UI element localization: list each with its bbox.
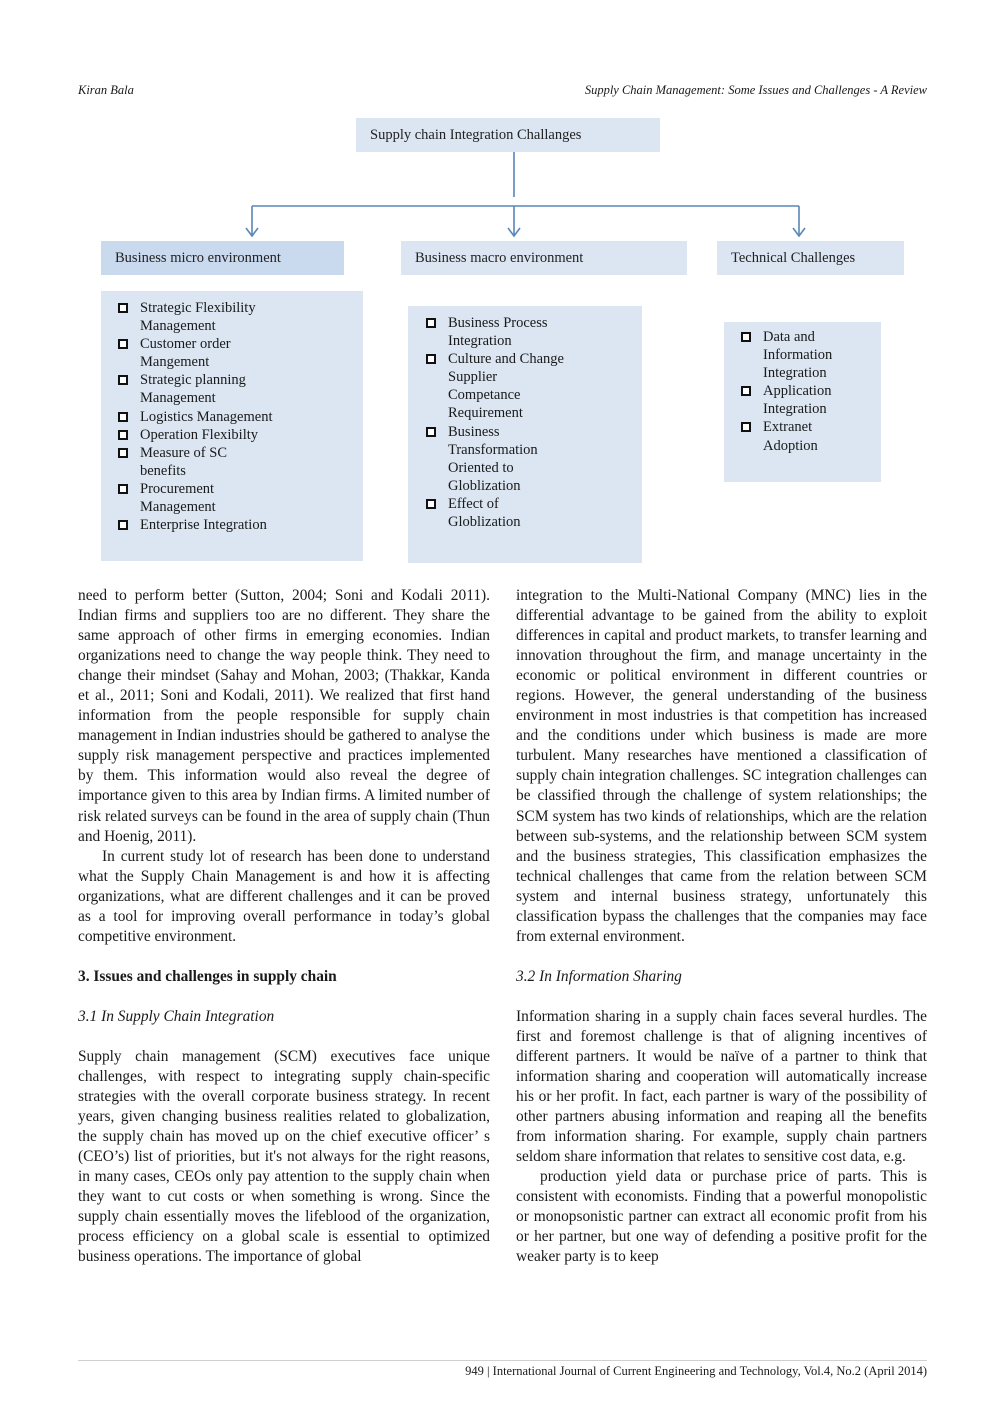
micro-environment-list bbox=[101, 291, 363, 561]
list-item: Business Process Integration bbox=[426, 314, 588, 350]
paragraph: need to perform better (Sutton, 2004; Soni and Kodali 2011). Indian firms and suppliers too are no different. They share the same approach of other firms in emerging economies. Indian organizations need to change the way people think. They need to change their mindset (Sahay and Mohan, 2003; (Thakkar, Kanda et al., 2011; Soni and Kodali, 2011). We realized that first hand information from the people responsible for supply chain management in Indian industries should be gathered to analyse the supply risk management perspective and practices implemented by them. This information would also reveal the degree of importance given to this area by Indian firms. A limited number of risk related surveys can be found in the area of supply chain (Thun and Hoenig, 2011). bbox=[78, 587, 490, 845]
list-item: Culture and Change Supplier Competance Requirement bbox=[426, 350, 566, 422]
list-item: Business Transformation Oriented to Globlization bbox=[426, 423, 566, 495]
technical-challenges-list bbox=[724, 322, 881, 482]
list-item: Strategic Flexibility Management bbox=[118, 299, 290, 335]
list-item: Logistics Management bbox=[118, 408, 290, 426]
running-header-title: Supply Chain Management: Some Issues and Challenges - A Review bbox=[584, 83, 927, 97]
paragraph: In current study lot of research has been done to understand what the Supply Chain Management is and how it is affecting organizations, what are different challenges and it can be proved as a tool for improving overall performance in today’s global competitive environment. bbox=[78, 847, 490, 945]
list-item: Procurement Management bbox=[118, 480, 245, 516]
running-header-author: Kiran Bala bbox=[78, 83, 134, 97]
subsection-heading: 3.1 In Supply Chain Integration bbox=[78, 1007, 275, 1025]
footer-rule bbox=[78, 1360, 927, 1361]
list-item: Operation Flexibilty bbox=[118, 426, 290, 444]
list-item: Effect of Globlization bbox=[426, 495, 548, 531]
page-footer: 949 | International Journal of Current Engineering and Technology, Vol.4, No.2 (April 2014) bbox=[465, 1364, 927, 1378]
list-item: Enterprise Integration bbox=[118, 516, 340, 534]
category-macro-environment: Business macro environment bbox=[401, 241, 687, 275]
section-heading: 3. Issues and challenges in supply chain bbox=[78, 967, 337, 985]
right-column bbox=[516, 586, 927, 1268]
paragraph: production yield data or purchase price of parts. This is consistent with economists. Finding that a powerful monopolistic or monopsonistic partner can extract all economic profit from his or her partner, but one way of defending a positive profit for the weaker party is to keep bbox=[516, 1168, 927, 1266]
list-item: Data and Information Integration bbox=[741, 328, 868, 382]
list-item: Application Integration bbox=[741, 382, 868, 418]
paragraph: Information sharing in a supply chain faces several hurdles. The first and foremost challenge is that of aligning incentives of different partners. It would be naïve of a partner to think that information sharing and cooperation will automatically increase his or her profit. In fact, each partner is wary of the possibility of other partners abusing information and reaping all the benefits from information sharing. For example, supply chain partners seldom share information that relates to sensitive cost data, e.g. bbox=[516, 1007, 927, 1166]
list-item: Measure of SC benefits bbox=[118, 444, 245, 480]
category-technical-challenges: Technical Challenges bbox=[717, 241, 904, 275]
left-column bbox=[78, 586, 490, 1267]
list-item: Extranet Adoption bbox=[741, 418, 833, 454]
paragraph: integration to the Multi-National Company (MNC) lies in the differential advantage to be gained from the ability to exploit differences in capital and product markets, to transfer learning and innovation throughout the firm, and manage uncertainty in the economic or political environment in different countries or regions. However, the general understanding of the business environment in most industries is that competition has increased and the conditions under which business is made are more turbulent. Many researches have mentioned a classification of supply chain integration challenges. SC integration challenges can be classified through the challenge of system relationships; the SCM system has two kinds of relationships, which are the relation between sub-systems, and the relationship between SCM system and the business strategies, This classification emphasizes the technical challenges that came from the relation between SCM system and internal business strategy, unfortunately this classification bypass the challenges that the companies may face from external environment. bbox=[516, 587, 927, 945]
figure-root-box: Supply chain Integration Challanges bbox=[356, 118, 660, 152]
macro-environment-list bbox=[408, 306, 642, 563]
subsection-heading: 3.2 In Information Sharing bbox=[516, 967, 682, 985]
list-item: Customer order Mangement bbox=[118, 335, 290, 371]
category-micro-environment: Business micro environment bbox=[101, 241, 344, 275]
paragraph: Supply chain management (SCM) executives face unique challenges, with respect to integrating supply chain-specific strategies with the overall corporate business strategy. In recent years, given changing business realities related to globalization, the supply chain has moved up on the chief executive officer’ s (CEO’s) list of priorities, but it's not always for the right reasons, in many cases, CEOs only pay attention to the supply chain when they want to cut costs or when something is wrong. Since the supply chain essentially moves the lifeblood of the organization, process efficiency on a global scale is essential to optimized business operations. The importance of global bbox=[78, 1047, 490, 1266]
list-item: Strategic planning Management bbox=[118, 371, 290, 407]
